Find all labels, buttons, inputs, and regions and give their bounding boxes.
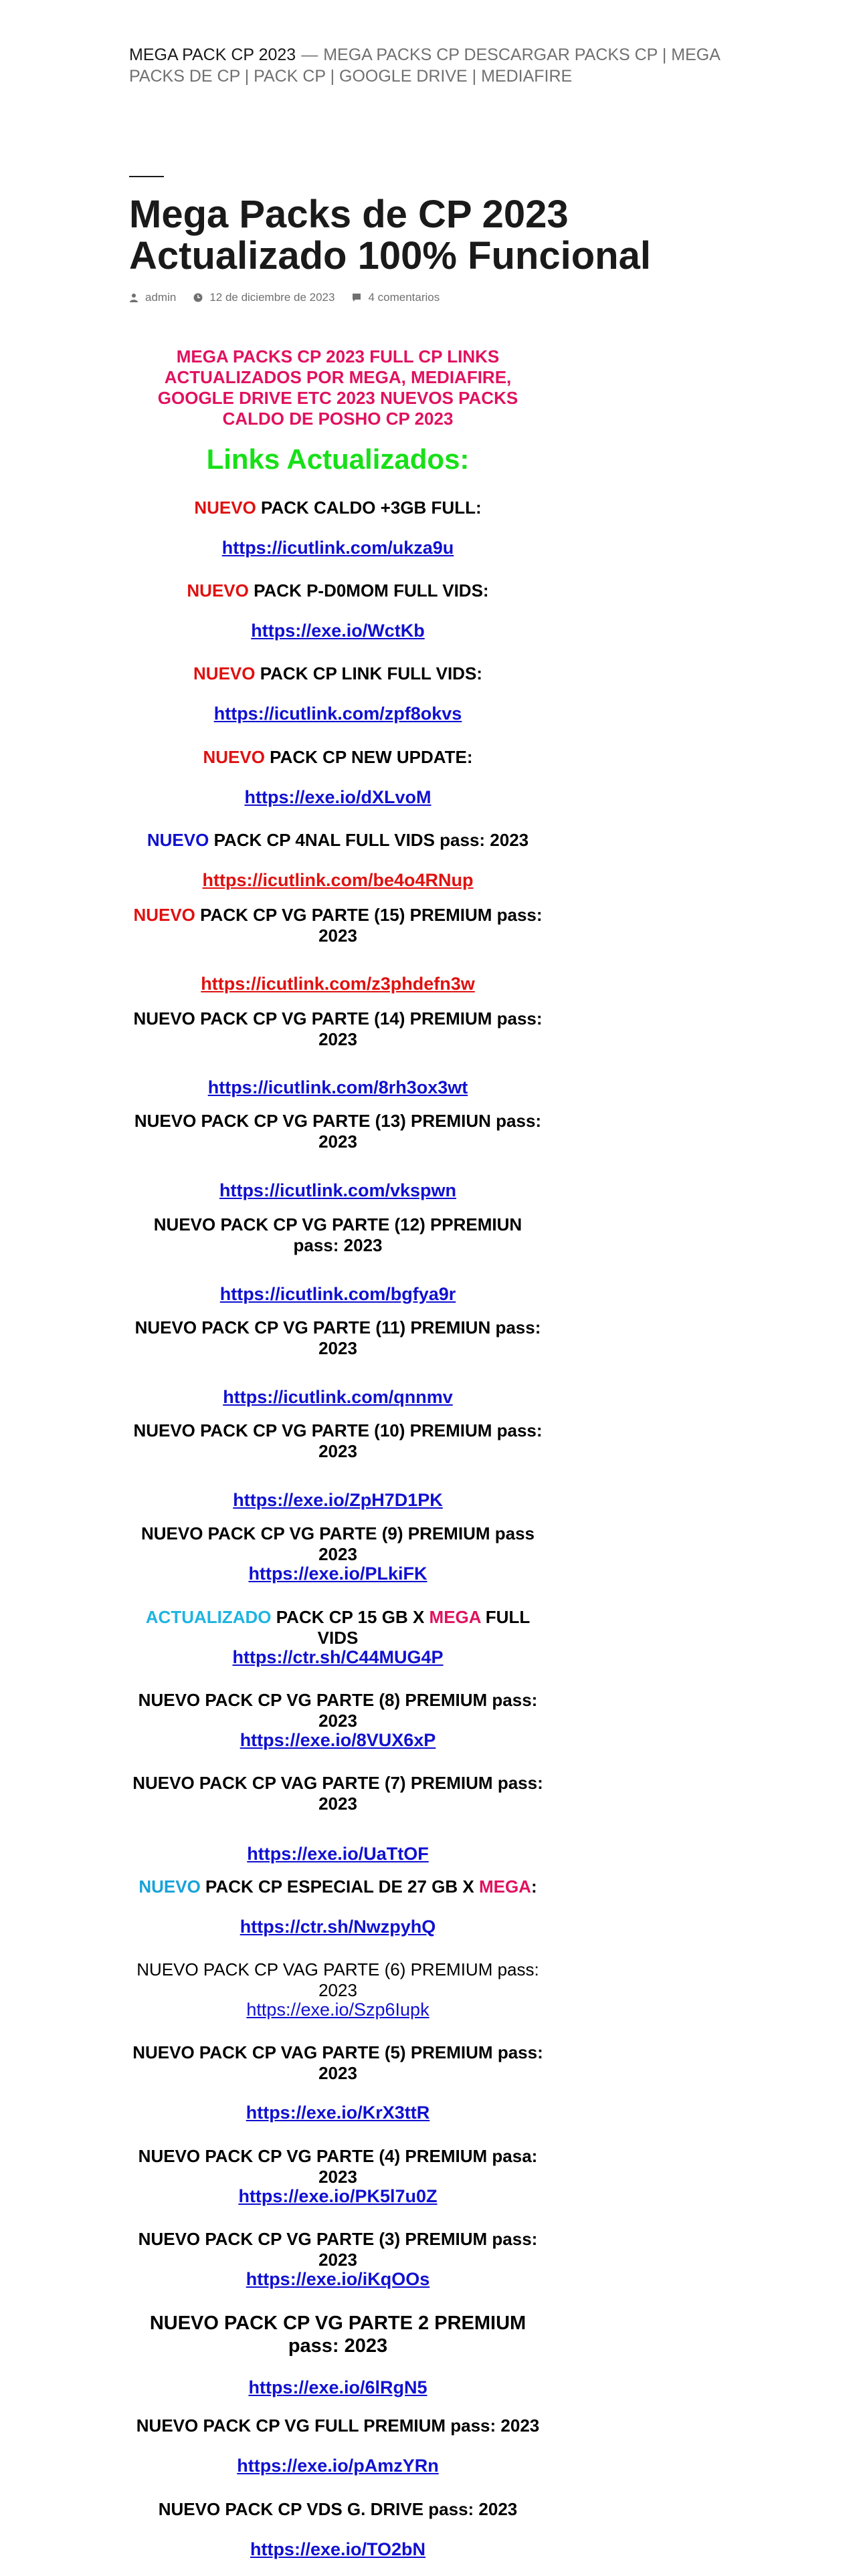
- entry-link[interactable]: https://exe.io/WctKb: [251, 621, 425, 641]
- entry-link[interactable]: https://icutlink.com/qnnmv: [223, 1387, 453, 1407]
- entry-label: [129, 1420, 547, 1462]
- entry-label-suffix: :: [531, 1876, 537, 1897]
- entry-label-badge: NUEVO: [147, 830, 209, 850]
- entry-link[interactable]: https://icutlink.com/zpf8okvs: [213, 704, 462, 724]
- entry-label-mega: MEGA: [478, 1876, 531, 1897]
- entry-label-text: NUEVO PACK CP VG PARTE 2 PREMIUM pass: 2023: [149, 2313, 527, 2357]
- entry-label-text: PACK CP 15 GB X: [271, 1607, 430, 1627]
- entry-label-text: PACK P-D0MOM FULL VIDS:: [248, 580, 489, 601]
- entry-label: [129, 1876, 547, 1897]
- entry-link[interactable]: https://icutlink.com/vkspwn: [219, 1180, 457, 1200]
- entry-label-text: PACK CP 4NAL FULL VIDS pass: 2023: [209, 830, 529, 850]
- entry-label: [129, 2499, 547, 2520]
- entry-label-badge: NUEVO: [133, 905, 195, 925]
- entry-link[interactable]: https://exe.io/pAmzYRn: [237, 2456, 439, 2476]
- entry-link[interactable]: https://icutlink.com/ukza9u: [221, 538, 454, 558]
- entry-label-text: NUEVO PACK CP VAG PARTE (6) PREMIUM pass: 2023: [136, 1959, 539, 2000]
- entry-label: [129, 1111, 547, 1152]
- entry-label: [129, 1607, 547, 1648]
- entry-label: [129, 2229, 547, 2270]
- entry-label: [129, 1008, 547, 1050]
- entry-label-badge: NUEVO: [187, 580, 249, 601]
- entry-label-badge: NUEVO: [194, 498, 256, 518]
- entry-label-text: NUEVO PACK CP VDS G. DRIVE pass: 2023: [158, 2499, 518, 2519]
- entry-label: [129, 1317, 547, 1359]
- post-date-text[interactable]: 12 de diciembre de 2023: [209, 291, 335, 304]
- entry-link[interactable]: https://exe.io/dXLvoM: [244, 787, 432, 807]
- post-meta: [129, 291, 457, 304]
- entry-label: [129, 1214, 547, 1256]
- entry-link[interactable]: https://exe.io/PK5l7u0Z: [238, 2186, 438, 2206]
- entry-label-badge: NUEVO: [203, 747, 265, 767]
- entry-label-suffix: FULL VIDS: [317, 1607, 531, 1648]
- entry-label: [129, 747, 547, 768]
- entry-label-text: NUEVO PACK CP VG PARTE (9) PREMIUM pass 2023: [141, 1523, 535, 1564]
- entry-label-text: PACK CP ESPECIAL DE 27 GB X: [200, 1876, 479, 1897]
- entry-label: [129, 2146, 547, 2187]
- entry-label: [129, 1959, 547, 2001]
- post-author[interactable]: [129, 291, 176, 304]
- site-tagline: MEGA PACKS CP DESCARGAR PACKS CP | MEGA PACKS DE CP | PACK CP | GOOGLE DRIVE | MEDIAFIRE: [129, 45, 720, 86]
- post-comments[interactable]: [352, 291, 440, 304]
- post-date[interactable]: [193, 291, 335, 304]
- entry-label: [129, 580, 547, 601]
- entry-label: [129, 1523, 547, 1565]
- entry-link[interactable]: https://ctr.sh/NwzpyhQ: [240, 1917, 436, 1937]
- links-heading: Links Actualizados:: [206, 443, 470, 475]
- entry-label: [129, 905, 547, 946]
- entry-link[interactable]: https://exe.io/Szp6Iupk: [246, 2000, 430, 2020]
- entry-label-text: NUEVO PACK CP VG PARTE (10) PREMIUM pass: 2023: [133, 1420, 543, 1461]
- entry-label: [129, 2312, 547, 2357]
- entry-label-text: NUEVO PACK CP VAG PARTE (7) PREMIUM pass: 2023: [132, 1773, 543, 1814]
- entry-label-text: NUEVO PACK CP VG PARTE (8) PREMIUM pass: 2023: [138, 1690, 538, 1731]
- entry-label-text: PACK CP LINK FULL VIDS:: [255, 663, 482, 683]
- entry-label: [129, 1690, 547, 1731]
- entry-link[interactable]: https://icutlink.com/bgfya9r: [219, 1284, 456, 1304]
- entry-link[interactable]: https://exe.io/PLkiFK: [248, 1564, 427, 1584]
- entry-label-text: PACK CP VG PARTE (15) PREMIUM pass: 2023: [195, 905, 543, 946]
- entry-link[interactable]: https://icutlink.com/be4o4RNup: [202, 870, 474, 890]
- entry-link[interactable]: https://ctr.sh/C44MUG4P: [232, 1647, 444, 1667]
- entry-label-text: NUEVO PACK CP VG PARTE (13) PREMIUN pass: 2023: [134, 1111, 542, 1152]
- entry-label: [129, 2416, 547, 2436]
- entry-link[interactable]: https://icutlink.com/8rh3ox3wt: [207, 1077, 468, 1097]
- title-divider: [129, 176, 164, 177]
- entry-label: [129, 830, 547, 851]
- entry-label: [129, 1773, 547, 1814]
- entry-label-text: NUEVO PACK CP VAG PARTE (5) PREMIUM pass: 2023: [132, 2042, 543, 2083]
- entry-link[interactable]: https://exe.io/UaTtOF: [247, 1844, 429, 1864]
- post-title: Mega Packs de CP 2023 Actualizado 100% Funcional: [129, 193, 651, 278]
- entry-label-text: NUEVO PACK CP VG PARTE (11) PREMIUN pass: 2023: [134, 1317, 541, 1358]
- user-icon: [129, 293, 138, 302]
- entry-label-mega: MEGA: [429, 1607, 481, 1627]
- site-header: [129, 44, 745, 87]
- entry-label-badge: NUEVO: [138, 1876, 201, 1897]
- entry-link[interactable]: https://exe.io/ZpH7D1PK: [233, 1490, 443, 1510]
- entry-label-text: NUEVO PACK CP VG FULL PREMIUM pass: 2023: [136, 2416, 540, 2436]
- entry-label-text: PACK CP NEW UPDATE:: [264, 747, 473, 767]
- entry-link[interactable]: https://exe.io/iKqOOs: [246, 2269, 430, 2289]
- comment-icon: [352, 293, 361, 302]
- entry-link[interactable]: https://exe.io/6lRgN5: [248, 2377, 427, 2397]
- entry-label-text: NUEVO PACK CP VG PARTE (3) PREMIUM pass: 2023: [138, 2229, 538, 2270]
- clock-icon: [193, 293, 203, 302]
- entry-label-text: NUEVO PACK CP VG PARTE (12) PPREMIUN pass: 2023: [153, 1214, 522, 1255]
- post-author-name[interactable]: admin: [145, 291, 177, 304]
- site-separator: —: [301, 45, 318, 64]
- entry-link[interactable]: https://exe.io/8VUX6xP: [240, 1730, 436, 1750]
- entry-label: [129, 2042, 547, 2084]
- entry-label: [129, 498, 547, 518]
- post-intro: MEGA PACKS CP 2023 FULL CP LINKS ACTUALIZADOS POR MEGA, MEDIAFIRE, GOOGLE DRIVE ETC 2023 NUEVOS PACKS CALDO DE POSHO CP 2023: [157, 346, 518, 429]
- entry-label-text: NUEVO PACK CP VG PARTE (14) PREMIUM pass: 2023: [133, 1008, 543, 1049]
- entry-label: [129, 663, 547, 684]
- site-title[interactable]: MEGA PACK CP 2023: [129, 45, 296, 64]
- entry-label-badge: NUEVO: [193, 663, 256, 683]
- entry-link[interactable]: https://exe.io/KrX3ttR: [246, 2103, 430, 2123]
- entry-label-text: NUEVO PACK CP VG PARTE (4) PREMIUM pasa: 2023: [138, 2146, 538, 2187]
- entry-label-text: PACK CALDO +3GB FULL:: [256, 498, 482, 518]
- entry-link[interactable]: https://icutlink.com/z3phdefn3w: [201, 974, 475, 994]
- entry-label-badge: ACTUALIZADO: [145, 1607, 272, 1627]
- entry-link[interactable]: https://exe.io/TO2bN: [250, 2539, 426, 2559]
- post-comments-text[interactable]: 4 comentarios: [368, 291, 440, 304]
